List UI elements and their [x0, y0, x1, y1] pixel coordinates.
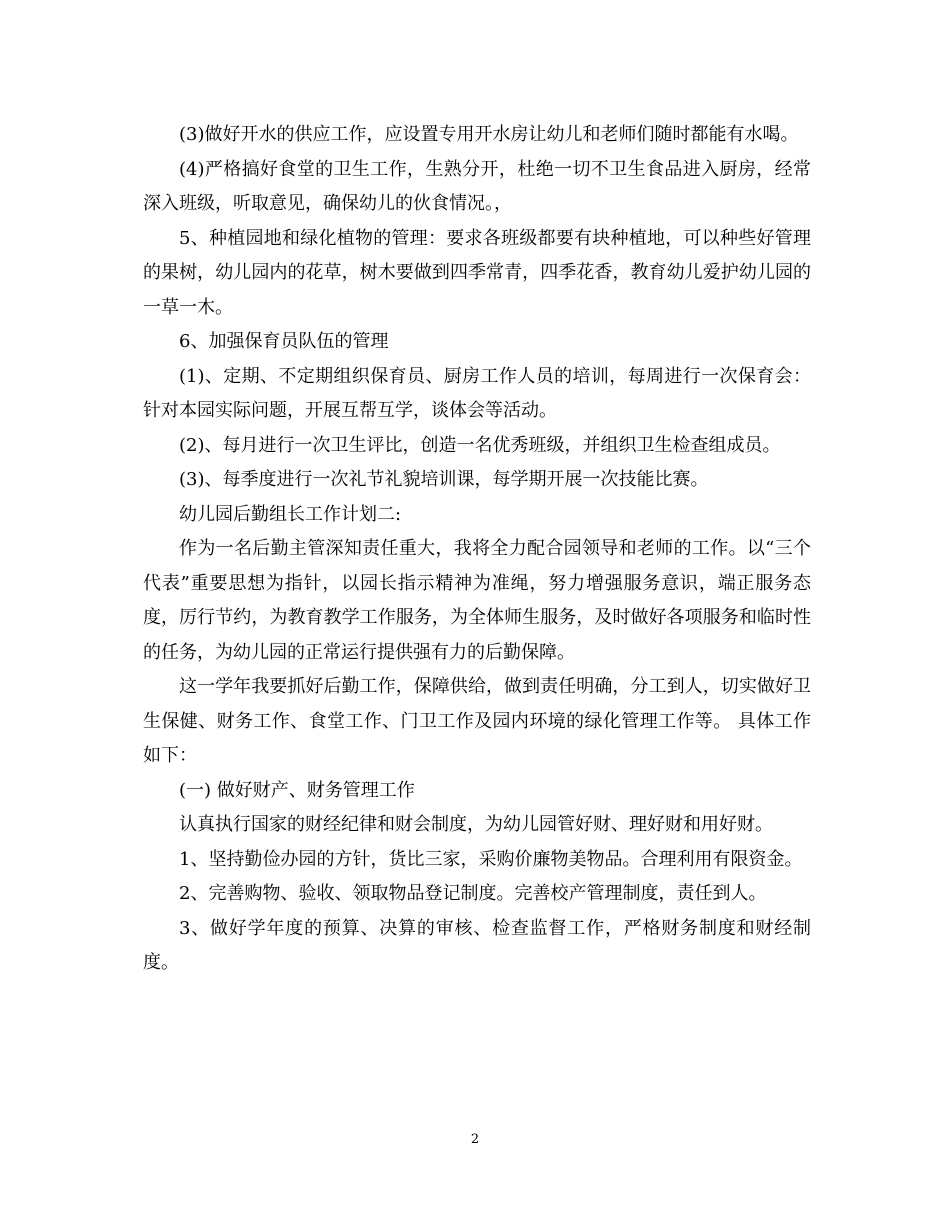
paragraph-finance-heading: (一) 做好财产、财务管理工作	[179, 779, 415, 801]
paragraph-hot-water-supply: (3)做好开水的供应工作，应设置专用开水房让幼儿和老师们随时都能有水喝。	[179, 124, 799, 145]
paragraph-finance-discipline: 认真执行国家的财经纪律和财会制度，为幼儿园管好财、理好财和用好财。	[179, 814, 773, 835]
paragraph-planting-greening: 5、种植园地和绿化植物的管理：要求各班级都要有块种植地，可以种些好管理的果树，幼儿园内的花草，树木要做到四季常青，四季花香，教育幼儿爱护幼儿园的一草一木。	[143, 227, 811, 318]
document-body	[143, 118, 811, 981]
paragraph-budget-review: 3、做好学年度的预算、决算的审核、检查监督工作，严格财务制度和财经制度。	[143, 917, 811, 973]
paragraph-etiquette-training: (3)、每季度进行一次礼节礼貌培训课，每学期开展一次技能比赛。	[179, 469, 709, 490]
paragraph-monthly-evaluation: (2)、每月进行一次卫生评比，创造一名优秀班级，并组织卫生检查组成员。	[179, 434, 781, 456]
paragraph-purchase-registration: 2、完善购物、验收、领取物品登记制度。完善校产管理制度，责任到人。	[179, 883, 767, 904]
paragraph-yearly-goals: 这一学年我要抓好后勤工作，保障供给，做到责任明确，分工到人，切实做好卫生保健、财务工作、食堂工作、门卫工作及园内环境的绿化管理工作等。 具体工作如下：	[143, 676, 811, 766]
paragraph-logistics-introduction: 作为一名后勤主管深知责任重大，我将全力配合园领导和老师的工作。以“三个代表”重要思想为指针，以园长指示精神为准绳，努力增强服务意识，端正服务态度，厉行节约，为教育教学工作服务，为全体师生服务，及时做好各项服务和临时性的任务，为幼儿园的正常运行提供强有力的后勤保障。	[143, 538, 811, 663]
paragraph-thrift-policy: 1、坚持勤俭办园的方针，货比三家，采购价廉物美物品。合理利用有限资金。	[179, 848, 803, 870]
paragraph-staff-training: (1)、定期、不定期组织保育员、厨房工作人员的培训，每周进行一次保育会：针对本园实际问题，开展互帮互学，谈体会等活动。	[143, 365, 811, 421]
paragraph-canteen-hygiene: (4)严格搞好食堂的卫生工作，生熟分开，杜绝一切不卫生食品进入厨房，经常深入班级，听取意见，确保幼儿的伙食情况。，	[143, 158, 811, 214]
page-number: 2	[470, 1132, 480, 1147]
paragraph-plan-two-heading: 幼儿园后勤组长工作计划二:	[179, 503, 402, 525]
paragraph-childcare-staff-heading: 6、加强保育员队伍的管理	[179, 331, 389, 352]
